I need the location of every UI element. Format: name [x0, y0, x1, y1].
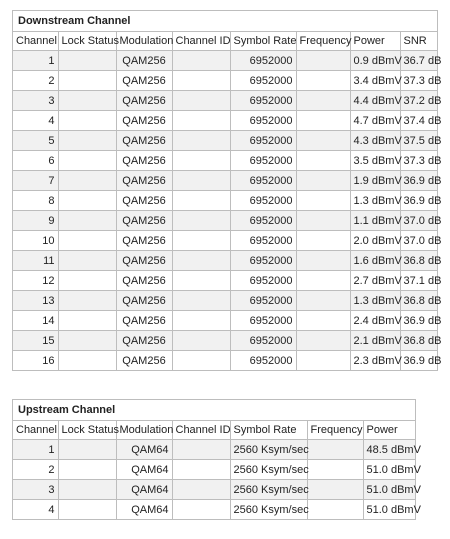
cell-snr: 37.0 dB — [400, 211, 437, 231]
cell-lock-status — [58, 131, 116, 151]
cell-symbol-rate: 2560 Ksym/sec — [230, 480, 307, 500]
cell-frequency — [307, 440, 363, 460]
cell-frequency — [296, 71, 350, 91]
cell-symbol-rate: 6952000 — [230, 151, 296, 171]
cell-frequency — [296, 51, 350, 71]
table-row — [13, 151, 437, 171]
cell-frequency — [296, 211, 350, 231]
table-row — [13, 271, 437, 291]
cell-channel: 7 — [13, 171, 58, 191]
downstream-table — [13, 32, 442, 370]
cell-channel: 14 — [13, 311, 58, 331]
col-header-channel: Channel — [13, 32, 58, 51]
cell-snr: 37.5 dB — [400, 131, 437, 151]
cell-modulation: QAM64 — [116, 460, 172, 480]
upstream-title: Upstream Channel — [13, 400, 415, 421]
cell-lock-status — [58, 331, 116, 351]
cell-modulation: QAM256 — [116, 351, 172, 371]
downstream-panel — [12, 10, 442, 371]
cell-power: 1.9 dBmV — [350, 171, 400, 191]
table-row — [13, 191, 437, 211]
table-row — [13, 171, 437, 191]
cell-snr: 37.0 dB — [400, 231, 437, 251]
col-header-frequency: Frequency — [307, 421, 363, 440]
cell-lock-status — [58, 231, 116, 251]
col-header-symbol-rate: Symbol Rate — [230, 32, 296, 51]
table-row — [13, 291, 437, 311]
cell-power: 48.5 dBmV — [363, 440, 415, 460]
cell-symbol-rate: 2560 Ksym/sec — [230, 440, 307, 460]
table-row — [13, 251, 437, 271]
table-row — [13, 500, 415, 520]
upstream-header-row — [13, 421, 415, 440]
cell-symbol-rate: 6952000 — [230, 131, 296, 151]
cell-symbol-rate: 2560 Ksym/sec — [230, 500, 307, 520]
cell-lock-status — [58, 211, 116, 231]
table-row — [13, 460, 415, 480]
cell-channel-id — [172, 211, 230, 231]
cell-power: 3.5 dBmV — [350, 151, 400, 171]
cell-frequency — [307, 500, 363, 520]
cell-lock-status — [58, 71, 116, 91]
cell-snr: 37.2 dB — [400, 91, 437, 111]
cell-snr: 36.8 dB — [400, 331, 437, 351]
cell-modulation: QAM256 — [116, 51, 172, 71]
cell-symbol-rate: 6952000 — [230, 211, 296, 231]
cell-power: 2.0 dBmV — [350, 231, 400, 251]
cell-lock-status — [58, 251, 116, 271]
cell-symbol-rate: 6952000 — [230, 51, 296, 71]
cell-channel-id — [172, 111, 230, 131]
cell-symbol-rate: 6952000 — [230, 351, 296, 371]
cell-symbol-rate: 6952000 — [230, 191, 296, 211]
table-row — [13, 311, 437, 331]
cell-modulation: QAM256 — [116, 71, 172, 91]
upstream-panel — [12, 399, 421, 520]
col-header-channel: Channel — [13, 421, 58, 440]
cell-channel-id — [172, 480, 230, 500]
cell-channel: 4 — [13, 111, 58, 131]
cell-modulation: QAM256 — [116, 171, 172, 191]
cell-power: 1.1 dBmV — [350, 211, 400, 231]
cell-channel: 12 — [13, 271, 58, 291]
cell-modulation: QAM256 — [116, 91, 172, 111]
cell-channel-id — [172, 231, 230, 251]
cell-channel: 11 — [13, 251, 58, 271]
cell-power: 1.3 dBmV — [350, 291, 400, 311]
cell-frequency — [296, 191, 350, 211]
col-header-power: Power — [363, 421, 415, 440]
cell-modulation: QAM256 — [116, 331, 172, 351]
cell-power: 51.0 dBmV — [363, 480, 415, 500]
cell-frequency — [296, 311, 350, 331]
cell-frequency — [296, 251, 350, 271]
cell-channel: 3 — [13, 480, 58, 500]
cell-channel-id — [172, 271, 230, 291]
cell-modulation: QAM256 — [116, 151, 172, 171]
cell-power: 2.7 dBmV — [350, 271, 400, 291]
cell-channel: 2 — [13, 71, 58, 91]
cell-lock-status — [58, 311, 116, 331]
col-header-channel-id: Channel ID — [172, 32, 230, 51]
cell-lock-status — [58, 440, 116, 460]
cell-modulation: QAM256 — [116, 291, 172, 311]
table-row — [13, 211, 437, 231]
cell-channel-id — [172, 331, 230, 351]
upstream-table — [13, 421, 421, 519]
cell-snr: 36.9 dB — [400, 191, 437, 211]
cell-modulation: QAM256 — [116, 231, 172, 251]
cell-frequency — [296, 131, 350, 151]
cell-channel: 10 — [13, 231, 58, 251]
cell-power: 4.7 dBmV — [350, 111, 400, 131]
cell-frequency — [296, 351, 350, 371]
cell-lock-status — [58, 51, 116, 71]
table-row — [13, 351, 437, 371]
cell-snr: 37.4 dB — [400, 111, 437, 131]
cell-power: 4.3 dBmV — [350, 131, 400, 151]
cell-channel-id — [172, 51, 230, 71]
cell-modulation: QAM64 — [116, 480, 172, 500]
cell-frequency — [307, 480, 363, 500]
cell-power: 51.0 dBmV — [363, 460, 415, 480]
cell-modulation: QAM64 — [116, 500, 172, 520]
col-header-snr: SNR — [400, 32, 437, 51]
cell-symbol-rate: 6952000 — [230, 311, 296, 331]
table-row — [13, 111, 437, 131]
cell-lock-status — [58, 151, 116, 171]
cell-power: 4.4 dBmV — [350, 91, 400, 111]
cell-symbol-rate: 6952000 — [230, 291, 296, 311]
cell-frequency — [296, 291, 350, 311]
cell-lock-status — [58, 191, 116, 211]
cell-snr: 37.3 dB — [400, 71, 437, 91]
cell-frequency — [296, 231, 350, 251]
cell-power: 1.3 dBmV — [350, 191, 400, 211]
table-row — [13, 131, 437, 151]
cell-symbol-rate: 6952000 — [230, 111, 296, 131]
cell-snr: 36.8 dB — [400, 291, 437, 311]
cell-channel-id — [172, 251, 230, 271]
cell-channel: 9 — [13, 211, 58, 231]
cell-symbol-rate: 2560 Ksym/sec — [230, 460, 307, 480]
cell-channel-id — [172, 291, 230, 311]
cell-channel: 6 — [13, 151, 58, 171]
col-header-power: Power — [350, 32, 400, 51]
cell-channel-id — [172, 71, 230, 91]
cell-power: 2.1 dBmV — [350, 331, 400, 351]
cell-frequency — [296, 151, 350, 171]
downstream-header-row — [13, 32, 437, 51]
cell-channel-id — [172, 440, 230, 460]
cell-symbol-rate: 6952000 — [230, 71, 296, 91]
cell-modulation: QAM256 — [116, 111, 172, 131]
col-header-lock-status: Lock Status — [58, 32, 116, 51]
col-header-lock-status: Lock Status — [58, 421, 116, 440]
cell-power: 0.9 dBmV — [350, 51, 400, 71]
table-row — [13, 91, 437, 111]
cell-lock-status — [58, 111, 116, 131]
cell-channel: 1 — [13, 440, 58, 460]
cell-lock-status — [58, 480, 116, 500]
col-header-frequency: Frequency — [296, 32, 350, 51]
cell-modulation: QAM256 — [116, 191, 172, 211]
cell-modulation: QAM256 — [116, 211, 172, 231]
col-header-channel-id: Channel ID — [172, 421, 230, 440]
cell-channel-id — [172, 351, 230, 371]
cell-lock-status — [58, 171, 116, 191]
cell-channel: 16 — [13, 351, 58, 371]
cell-channel-id — [172, 500, 230, 520]
cell-power: 3.4 dBmV — [350, 71, 400, 91]
cell-channel-id — [172, 91, 230, 111]
cell-power: 1.6 dBmV — [350, 251, 400, 271]
cell-channel: 2 — [13, 460, 58, 480]
cell-symbol-rate: 6952000 — [230, 251, 296, 271]
cell-channel-id — [172, 171, 230, 191]
cell-snr: 36.7 dB — [400, 51, 437, 71]
cell-lock-status — [58, 291, 116, 311]
cell-modulation: QAM256 — [116, 271, 172, 291]
cell-power: 51.0 dBmV — [363, 500, 415, 520]
downstream-title: Downstream Channel — [13, 11, 437, 32]
cell-modulation: QAM256 — [116, 251, 172, 271]
col-header-modulation: Modulation — [116, 32, 172, 51]
cell-channel-id — [172, 191, 230, 211]
cell-modulation: QAM64 — [116, 440, 172, 460]
cell-symbol-rate: 6952000 — [230, 231, 296, 251]
cell-frequency — [307, 460, 363, 480]
cell-channel-id — [172, 460, 230, 480]
table-row — [13, 51, 437, 71]
cell-frequency — [296, 271, 350, 291]
col-header-modulation: Modulation — [116, 421, 172, 440]
cell-lock-status — [58, 91, 116, 111]
table-row — [13, 480, 415, 500]
cell-snr: 36.9 dB — [400, 311, 437, 331]
cell-modulation: QAM256 — [116, 311, 172, 331]
cell-snr: 36.8 dB — [400, 251, 437, 271]
table-row — [13, 71, 437, 91]
cell-channel: 3 — [13, 91, 58, 111]
cell-snr: 36.9 dB — [400, 171, 437, 191]
cell-modulation: QAM256 — [116, 131, 172, 151]
cell-snr: 37.3 dB — [400, 151, 437, 171]
cell-lock-status — [58, 351, 116, 371]
col-header-symbol-rate: Symbol Rate — [230, 421, 307, 440]
cell-power: 2.3 dBmV — [350, 351, 400, 371]
cell-power: 2.4 dBmV — [350, 311, 400, 331]
cell-symbol-rate: 6952000 — [230, 171, 296, 191]
cell-lock-status — [58, 271, 116, 291]
cell-lock-status — [58, 460, 116, 480]
cell-snr: 36.9 dB — [400, 351, 437, 371]
table-row — [13, 231, 437, 251]
cell-channel: 4 — [13, 500, 58, 520]
table-row — [13, 440, 415, 460]
cell-channel-id — [172, 151, 230, 171]
cell-channel: 13 — [13, 291, 58, 311]
cell-symbol-rate: 6952000 — [230, 91, 296, 111]
cell-symbol-rate: 6952000 — [230, 271, 296, 291]
cell-frequency — [296, 171, 350, 191]
cell-channel: 8 — [13, 191, 58, 211]
cell-frequency — [296, 91, 350, 111]
cell-frequency — [296, 331, 350, 351]
cell-channel-id — [172, 131, 230, 151]
cell-channel: 5 — [13, 131, 58, 151]
cell-channel: 15 — [13, 331, 58, 351]
table-row — [13, 331, 437, 351]
cell-channel-id — [172, 311, 230, 331]
cell-snr: 37.1 dB — [400, 271, 437, 291]
cell-frequency — [296, 111, 350, 131]
cell-symbol-rate: 6952000 — [230, 331, 296, 351]
cell-channel: 1 — [13, 51, 58, 71]
cell-lock-status — [58, 500, 116, 520]
